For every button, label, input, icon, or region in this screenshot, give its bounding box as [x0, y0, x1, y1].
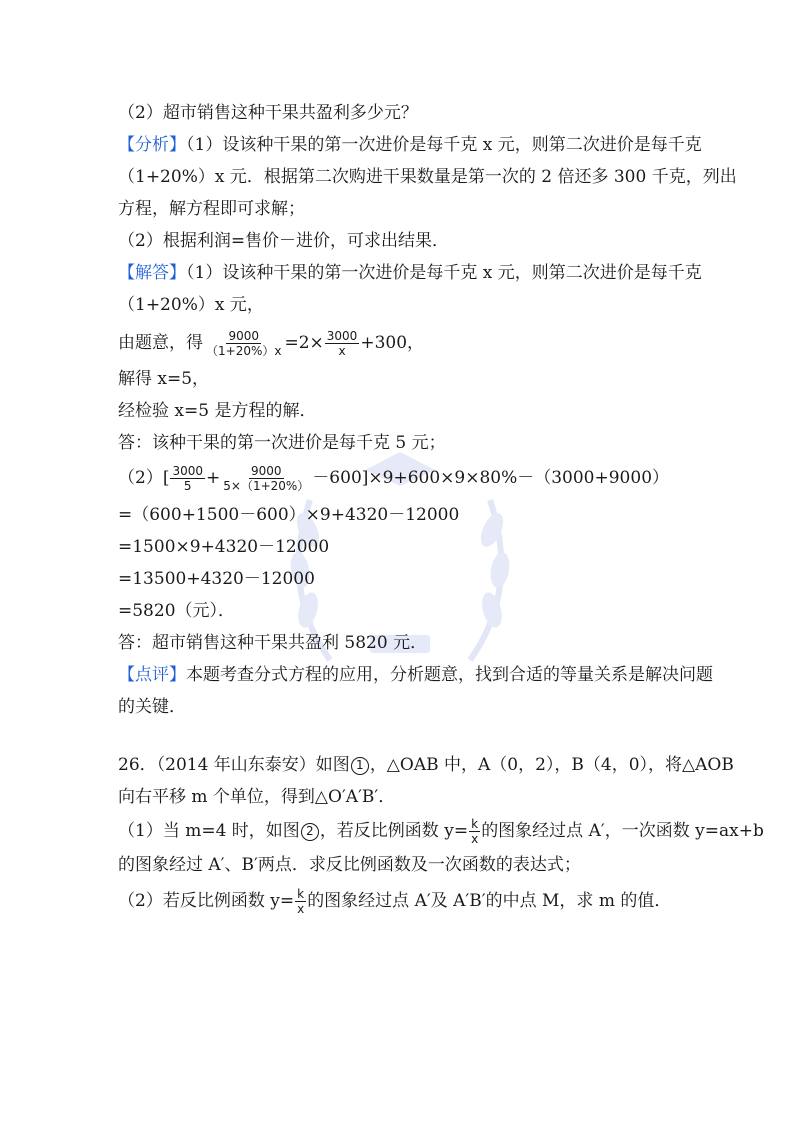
fraction-3000: $\frac{3000}{x}$ — [326, 329, 358, 358]
fraction-3000-over-5: $\frac{3000}{5}$ — [172, 464, 203, 493]
problem-26-line-4: 的图象经过 A′、B′两点．求反比例函数及一次函数的表达式； — [118, 855, 581, 875]
solution-line-1: 【解答】（1）设该种干果的第一次进价是每千克 x 元，则第二次进价是每千克 — [118, 263, 702, 283]
problem-26-line-2: 向右平移 m 个单位，得到△O′A′B′． — [118, 787, 396, 807]
solution-equation: 由题意，得 $\frac{9000}{(1+20\%)x}$ =2× $\frac{3000}{x}$ +300， — [118, 329, 425, 358]
fraction-k-over-x: $\frac{k}{x}$ — [471, 817, 479, 846]
analysis-tag: 【分析】 — [118, 135, 186, 155]
solution-tag: 【解答】 — [118, 263, 186, 283]
review-line-1: 【点评】本题考查分式方程的应用，分析题意，找到合适的等量关系是解决问题 — [118, 665, 713, 685]
solution-line-11: =5820（元）． — [118, 601, 236, 621]
solution-line-8: =（600+1500－600）×9+4320－12000 — [118, 505, 460, 525]
solution-line-9: =1500×9+4320－12000 — [118, 537, 330, 557]
fraction-k-over-x-2: $\frac{k}{x}$ — [297, 887, 305, 916]
solution-line-12: 答：超市销售这种干果共盈利 5820 元． — [118, 633, 428, 653]
analysis-line-1: 【分析】（1）设该种干果的第一次进价是每千克 x 元，则第二次进价是每千克 — [118, 135, 702, 155]
analysis-line-2: （1+20%）x 元．根据第二次购进干果数量是第一次的 2 倍还多 300 千克，列出 — [118, 167, 737, 187]
fraction-9000-over-price: $\frac{9000}{5\times(1+20\%)}$ — [223, 464, 310, 493]
review-line-2: 的关键． — [118, 697, 186, 717]
analysis-line-3: 方程，解方程即可求解； — [118, 199, 305, 219]
solution-line-4: 解得 x=5， — [118, 369, 210, 389]
solution-line-2: （1+20%）x 元， — [118, 295, 264, 315]
problem-26-part-1: （1）当 m=4 时，如图 2 ，若反比例函数 y= $\frac{k}{x}$ 的图象经过点 A′，一次函数 y=ax+b — [118, 817, 764, 846]
solution-line-10: =13500+4320－12000 — [118, 569, 315, 589]
question-2-text: （2）超市销售这种干果共盈利多少元？ — [118, 103, 418, 123]
solution-line-5: 经检验 x=5 是方程的解． — [118, 401, 317, 421]
fraction-9000: $\frac{9000}{(1+20\%)x}$ — [206, 329, 282, 358]
problem-26-part-2: （2）若反比例函数 y= $\frac{k}{x}$ 的图象经过点 A′及 A′B′的中点 M，求 m 的值． — [118, 887, 672, 916]
analysis-line-4: （2）根据利润=售价－进价，可求出结果． — [118, 231, 450, 251]
problem-26-line-1: 26．（2014 年山东泰安）如图 1 ，△OAB 中，A（0，2），B（4，0），将△AOB — [118, 755, 734, 775]
figure-1-circled-number: 1 — [351, 757, 369, 775]
solution-line-6: 答：该种干果的第一次进价是每千克 5 元； — [118, 433, 446, 453]
solution-part-2-expression: （2）[ $\frac{3000}{5}$ + $\frac{9000}{5\times(1+20\%)}$ －600]×9+600×9×80%－（3000+9000） — [118, 464, 670, 493]
figure-2-circled-number: 2 — [301, 823, 319, 841]
review-tag: 【点评】 — [118, 665, 186, 685]
